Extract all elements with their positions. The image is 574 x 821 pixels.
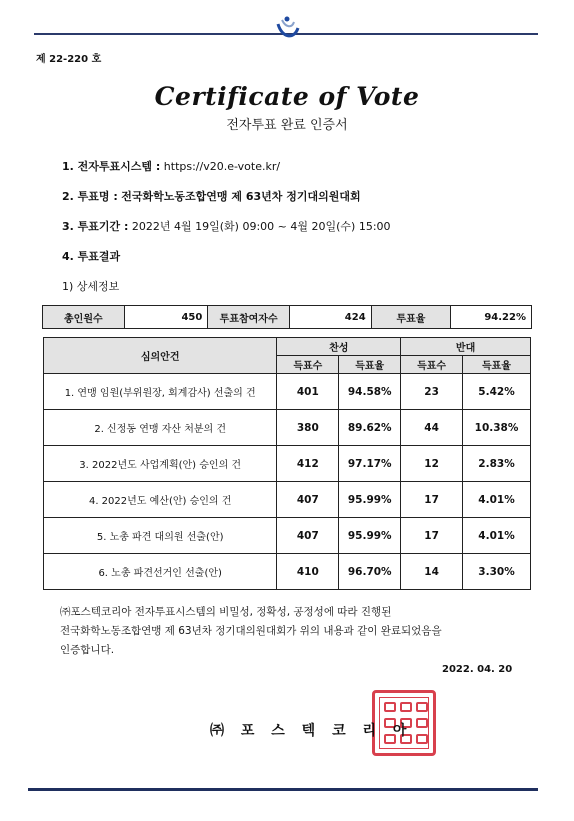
vote-period-line [62,218,391,234]
table-row [44,518,531,554]
oppose-votes-header: 득표수 [401,356,463,374]
oppose-votes-cell: 44 [401,410,463,446]
vote-name-line [62,188,361,204]
agenda-cell: 5. 노총 파견 대의원 선출(안) [44,518,277,554]
issue-date: 2022. 04. 20 [442,664,513,675]
vote-result-heading: 4. 투표결과 [62,250,121,263]
oppose-rate-cell: 3.30% [463,554,531,590]
oppose-rate-cell: 4.01% [463,482,531,518]
oppose-votes-cell: 17 [401,518,463,554]
oppose-rate-cell: 2.83% [463,446,531,482]
total-members-label: 총인원수 [43,306,125,328]
agenda-cell: 2. 신정동 연맹 자산 처분의 건 [44,410,277,446]
table-row [44,554,531,590]
detail-heading: 1) 상세정보 [62,280,120,293]
approve-rate-cell: 94.58% [339,374,401,410]
approve-votes-cell: 401 [277,374,339,410]
approve-rate-cell: 97.17% [339,446,401,482]
approve-rate-cell: 96.70% [339,554,401,590]
approve-votes-header: 득표수 [277,356,339,374]
agenda-cell: 6. 노총 파견선거인 선출(안) [44,554,277,590]
vote-name-value: 전국화학노동조합연맹 제 63년차 정기대의원대회 [121,190,361,203]
vote-period-label: 3. 투표기간 : [62,220,129,233]
agenda-cell: 3. 2022년도 사업계획(안) 승인의 건 [44,446,277,482]
agenda-cell: 4. 2022년도 예산(안) 승인의 건 [44,482,277,518]
certificate-title-en: Certificate of Vote [154,82,420,111]
approve-votes-cell: 380 [277,410,339,446]
approve-header: 찬성 [277,338,401,356]
oppose-rate-cell: 10.38% [463,410,531,446]
table-row [44,446,531,482]
approve-votes-cell: 412 [277,446,339,482]
vote-period-value: 2022년 4월 19일(화) 09:00 ~ 4월 20일(수) 15:00 [131,220,391,233]
certification-statement: ㈜포스텍코리아 전자투표시스템의 비밀성, 정확성, 공정성에 따라 진행된 전국화학노동조합연맹 제 63년차 정기대의원대회가 위의 내용과 같이 완료되었음을 인증합니다. [60,606,442,656]
oppose-rate-cell: 4.01% [463,518,531,554]
approve-rate-cell: 95.99% [339,518,401,554]
bottom-rule [28,788,538,791]
agenda-header: 심의안건 [44,338,277,374]
vote-name-label: 2. 투표명 : [62,190,118,203]
approve-rate-header: 득표율 [339,356,401,374]
vote-results-table [43,337,531,590]
table-row [44,374,531,410]
participants-label: 투표참여자수 [208,306,290,328]
company-logo-icon [272,14,302,42]
table-row [44,410,531,446]
oppose-votes-cell: 12 [401,446,463,482]
oppose-votes-cell: 23 [401,374,463,410]
certificate-title-ko: 전자투표 완료 인증서 [226,118,348,133]
document-number: 제 22-220 호 [36,54,102,65]
company-name: ㈜ 포 스 텍 코 리 아 [210,723,413,739]
agenda-cell: 1. 연맹 임원(부위원장, 회계감사) 선출의 건 [44,374,277,410]
approve-votes-cell: 410 [277,554,339,590]
approve-rate-cell: 95.99% [339,482,401,518]
oppose-votes-cell: 14 [401,554,463,590]
vote-system-url: https://v20.e-vote.kr/ [163,160,281,173]
vote-system-line [62,158,280,174]
approve-votes-cell: 407 [277,518,339,554]
participants-value: 424 [290,306,372,328]
approve-votes-cell: 407 [277,482,339,518]
table-row [44,482,531,518]
approve-rate-cell: 89.62% [339,410,401,446]
oppose-rate-header: 득표율 [463,356,531,374]
oppose-votes-cell: 17 [401,482,463,518]
total-members-value: 450 [125,306,209,328]
turnout-label: 투표율 [372,306,452,328]
turnout-value: 94.22% [484,311,526,323]
vote-system-label: 1. 전자투표시스템 : [62,160,161,173]
oppose-header: 반대 [401,338,531,356]
oppose-rate-cell: 5.42% [463,374,531,410]
summary-bar [42,305,532,329]
